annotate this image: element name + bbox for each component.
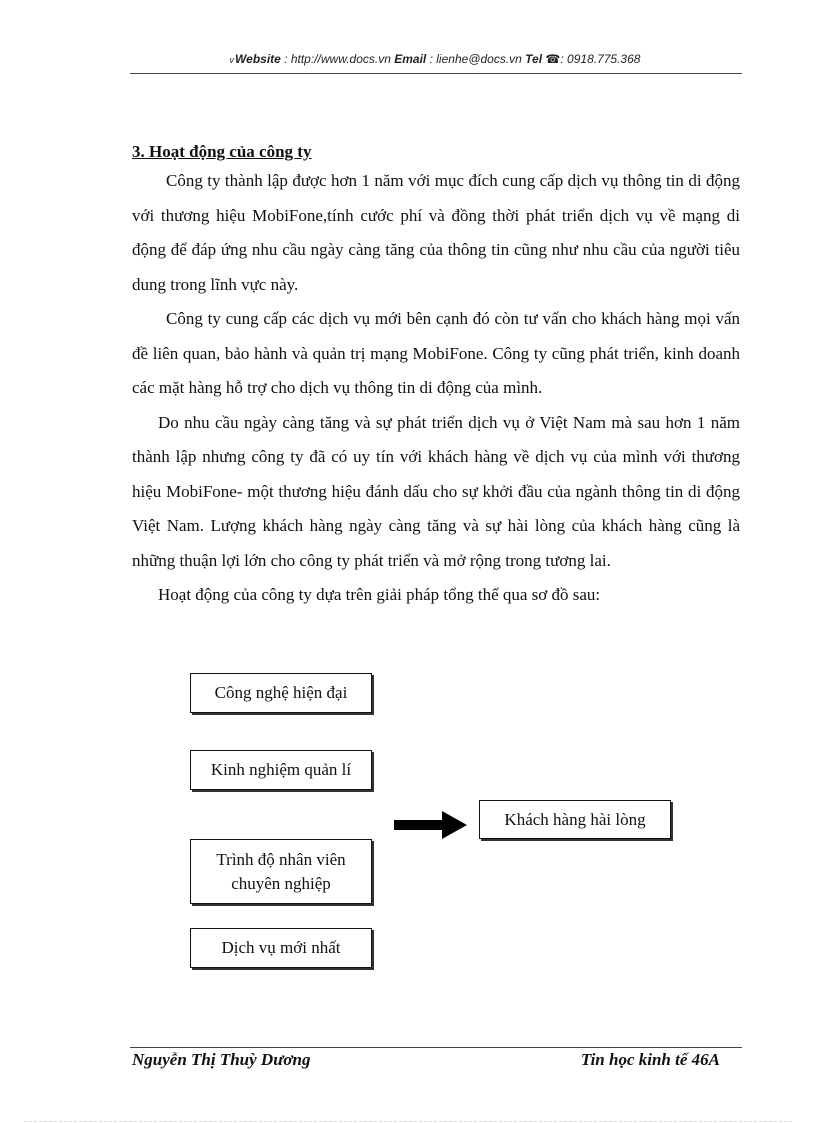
diagram-box-result: Khách hàng hài lòng [479,800,671,839]
tel-label: Tel [525,52,543,66]
page-header [130,52,740,66]
page-edge-line [24,1121,792,1122]
paragraph-1: Công ty thành lập được hơn 1 năm với mục đích cung cấp dịch vụ thông tin di động với thương hiệu MobiFone,tính cước phí và đồng thời phát triển dịch vụ về mạng di động để đáp ứng nhu cầu ngày càng tăng của thông tin cũng như nhu cầu của người tiêu dung trong lĩnh vực này. [132,171,740,294]
paragraph-2: Công ty cung cấp các dịch vụ mới bên cạnh đó còn tư vấn cho khách hàng mọi vấn đề liên quan, bảo hành và quản trị mạng MobiFone. Công ty cũng phát triển, kinh doanh các mặt hàng hỗ trợ cho dịch vụ thông tin di động của mình. [132,309,740,397]
diagram-box-technology: Công nghệ hiện đại [190,673,372,713]
footer-author: Nguyễn Thị Thuỳ Dương [132,1050,311,1069]
email-label: Email [394,52,427,66]
section-body [132,164,740,613]
diagram-box-experience: Kinh nghiệm quản lí [190,750,372,790]
diagram-box-services: Dịch vụ mới nhất [190,928,372,968]
website-value[interactable]: : http://www.docs.vn [284,52,391,66]
header-divider [130,73,742,74]
diagram-box-staff: Trình độ nhân viên chuyên nghiệp [190,839,372,904]
email-value[interactable]: : lienhe@docs.vn [429,52,522,66]
phone-icon: ☎ [545,52,561,66]
section-heading: 3. Hoạt động của công ty [132,142,312,161]
right-arrow-icon [394,809,468,841]
bullet-mark-icon: v [229,55,235,65]
tel-value: : 0918.775.368 [560,52,641,66]
footer-class: Tin học kinh tế 46A [580,1050,720,1069]
footer-divider [130,1047,742,1048]
paragraph-4: Hoạt động của công ty dựa trên giải pháp tổng thể qua sơ đồ sau: [158,585,601,604]
paragraph-3: Do nhu cầu ngày càng tăng và sự phát triển dịch vụ ở Việt Nam mà sau hơn 1 năm thành lập nhưng công ty đã có uy tín với khách hàng về dịch vụ của mình với thương hiệu MobiFone- một thương hiệu đánh dấu cho sự khởi đầu của ngành thông tin di động Việt Nam. Lượng khách hàng ngày càng tăng và sự hài lòng của khách hàng cũng là những thuận lợi lớn cho công ty phát triển và mở rộng trong tương lai. [132,412,740,570]
website-label: Website [235,52,281,66]
